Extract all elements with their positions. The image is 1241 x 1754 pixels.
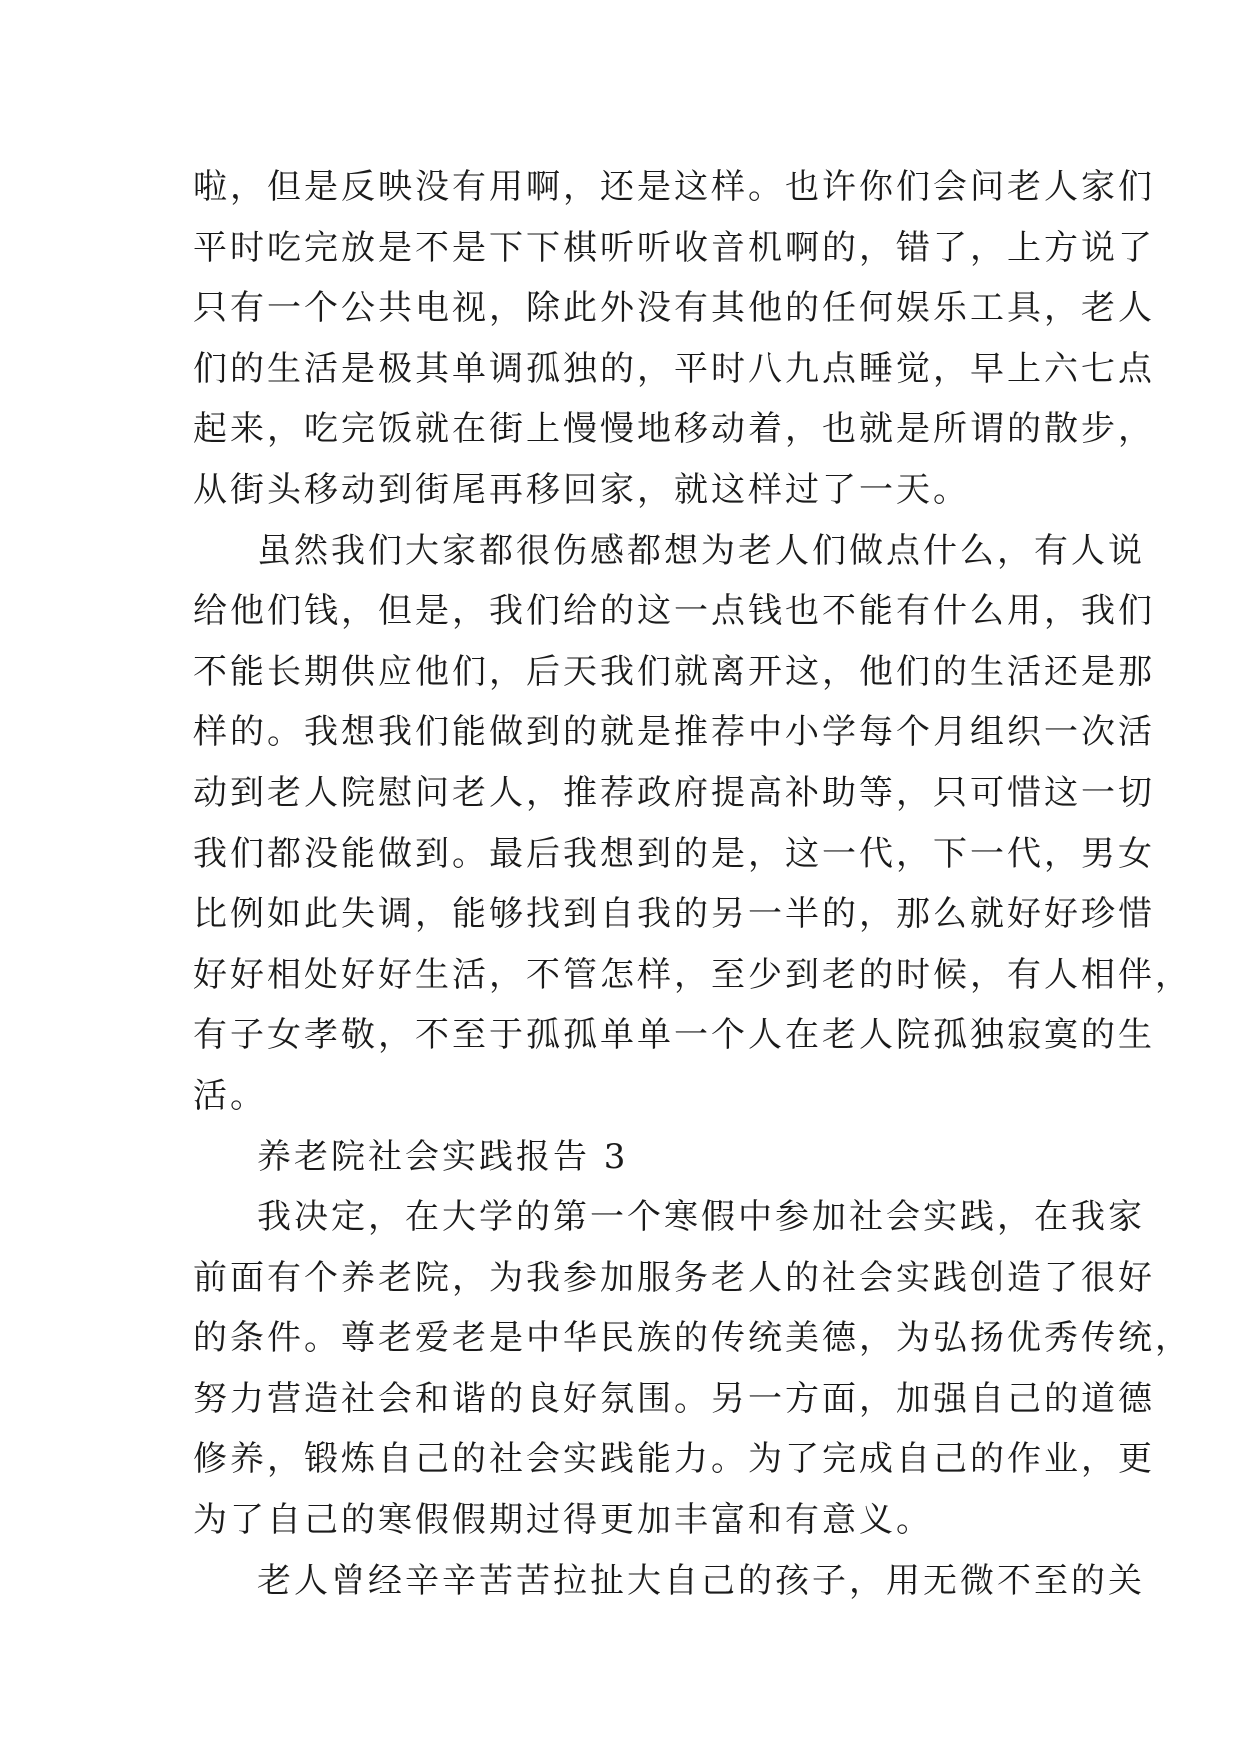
text-line: 好好相处好好生活，不管怎样，至少到老的时候，有人相伴，	[193, 954, 1192, 995]
text-line: 动到老人院慰问老人，推荐政府提高补助等，只可惜这一切	[193, 772, 1155, 813]
text-line: 的条件。尊老爱老是中华民族的传统美德，为弘扬优秀传统，	[193, 1318, 1192, 1359]
text-line: 从街头移动到街尾再移回家，就这样过了一天。	[193, 469, 970, 510]
text-line: 啦，但是反映没有用啊，还是这样。也许你们会问老人家们	[193, 167, 1155, 207]
section-heading: 养老院社会实践报告 3	[257, 1136, 629, 1177]
paragraph	[193, 157, 1155, 521]
text-line: 老人曾经辛辛苦苦拉扯大自己的孩子，用无微不至的关	[257, 1560, 1145, 1601]
text-line: 我们都没能做到。最后我想到的是，这一代，下一代，男女	[193, 833, 1155, 874]
text-line: 们的生活是极其单调孤独的，平时八九点睡觉，早上六七点	[193, 348, 1155, 389]
paragraph	[193, 1551, 1145, 1612]
text-line: 样的。我想我们能做到的就是推荐中小学每个月组织一次活	[193, 712, 1155, 753]
text-line: 我决定，在大学的第一个寒假中参加社会实践，在我家	[257, 1197, 1145, 1238]
text-line: 给他们钱，但是，我们给的这一点钱也不能有什么用，我们	[193, 591, 1155, 632]
text-line: 起来，吃完饭就在街上慢慢地移动着，也就是所谓的散步，	[193, 409, 1155, 450]
text-line: 虽然我们大家都很伤感都想为老人们做点什么，有人说	[257, 530, 1145, 571]
paragraph	[193, 521, 1192, 1127]
text-line: 比例如此失调，能够找到自我的另一半的，那么就好好珍惜	[193, 894, 1155, 935]
text-line: 只有一个公共电视，除此外没有其他的任何娱乐工具，老人	[193, 288, 1155, 329]
text-line: 努力营造社会和谐的良好氛围。另一方面，加强自己的道德	[193, 1378, 1155, 1419]
document-body	[193, 157, 1192, 1611]
text-line: 前面有个养老院，为我参加服务老人的社会实践创造了很好	[193, 1257, 1155, 1298]
text-line: 为了自己的寒假假期过得更加丰富和有意义。	[193, 1500, 933, 1541]
text-line: 不能长期供应他们，后天我们就离开这，他们的生活还是那	[193, 651, 1155, 692]
text-line: 平时吃完放是不是下下棋听听收音机啊的，错了，上方说了	[193, 227, 1155, 268]
text-line: 修养，锻炼自己的社会实践能力。为了完成自己的作业，更	[193, 1439, 1155, 1480]
text-line: 活。	[193, 1075, 267, 1116]
text-line: 有子女孝敬，不至于孤孤单单一个人在老人院孤独寂寞的生	[193, 1015, 1155, 1056]
paragraph	[193, 1187, 1192, 1551]
